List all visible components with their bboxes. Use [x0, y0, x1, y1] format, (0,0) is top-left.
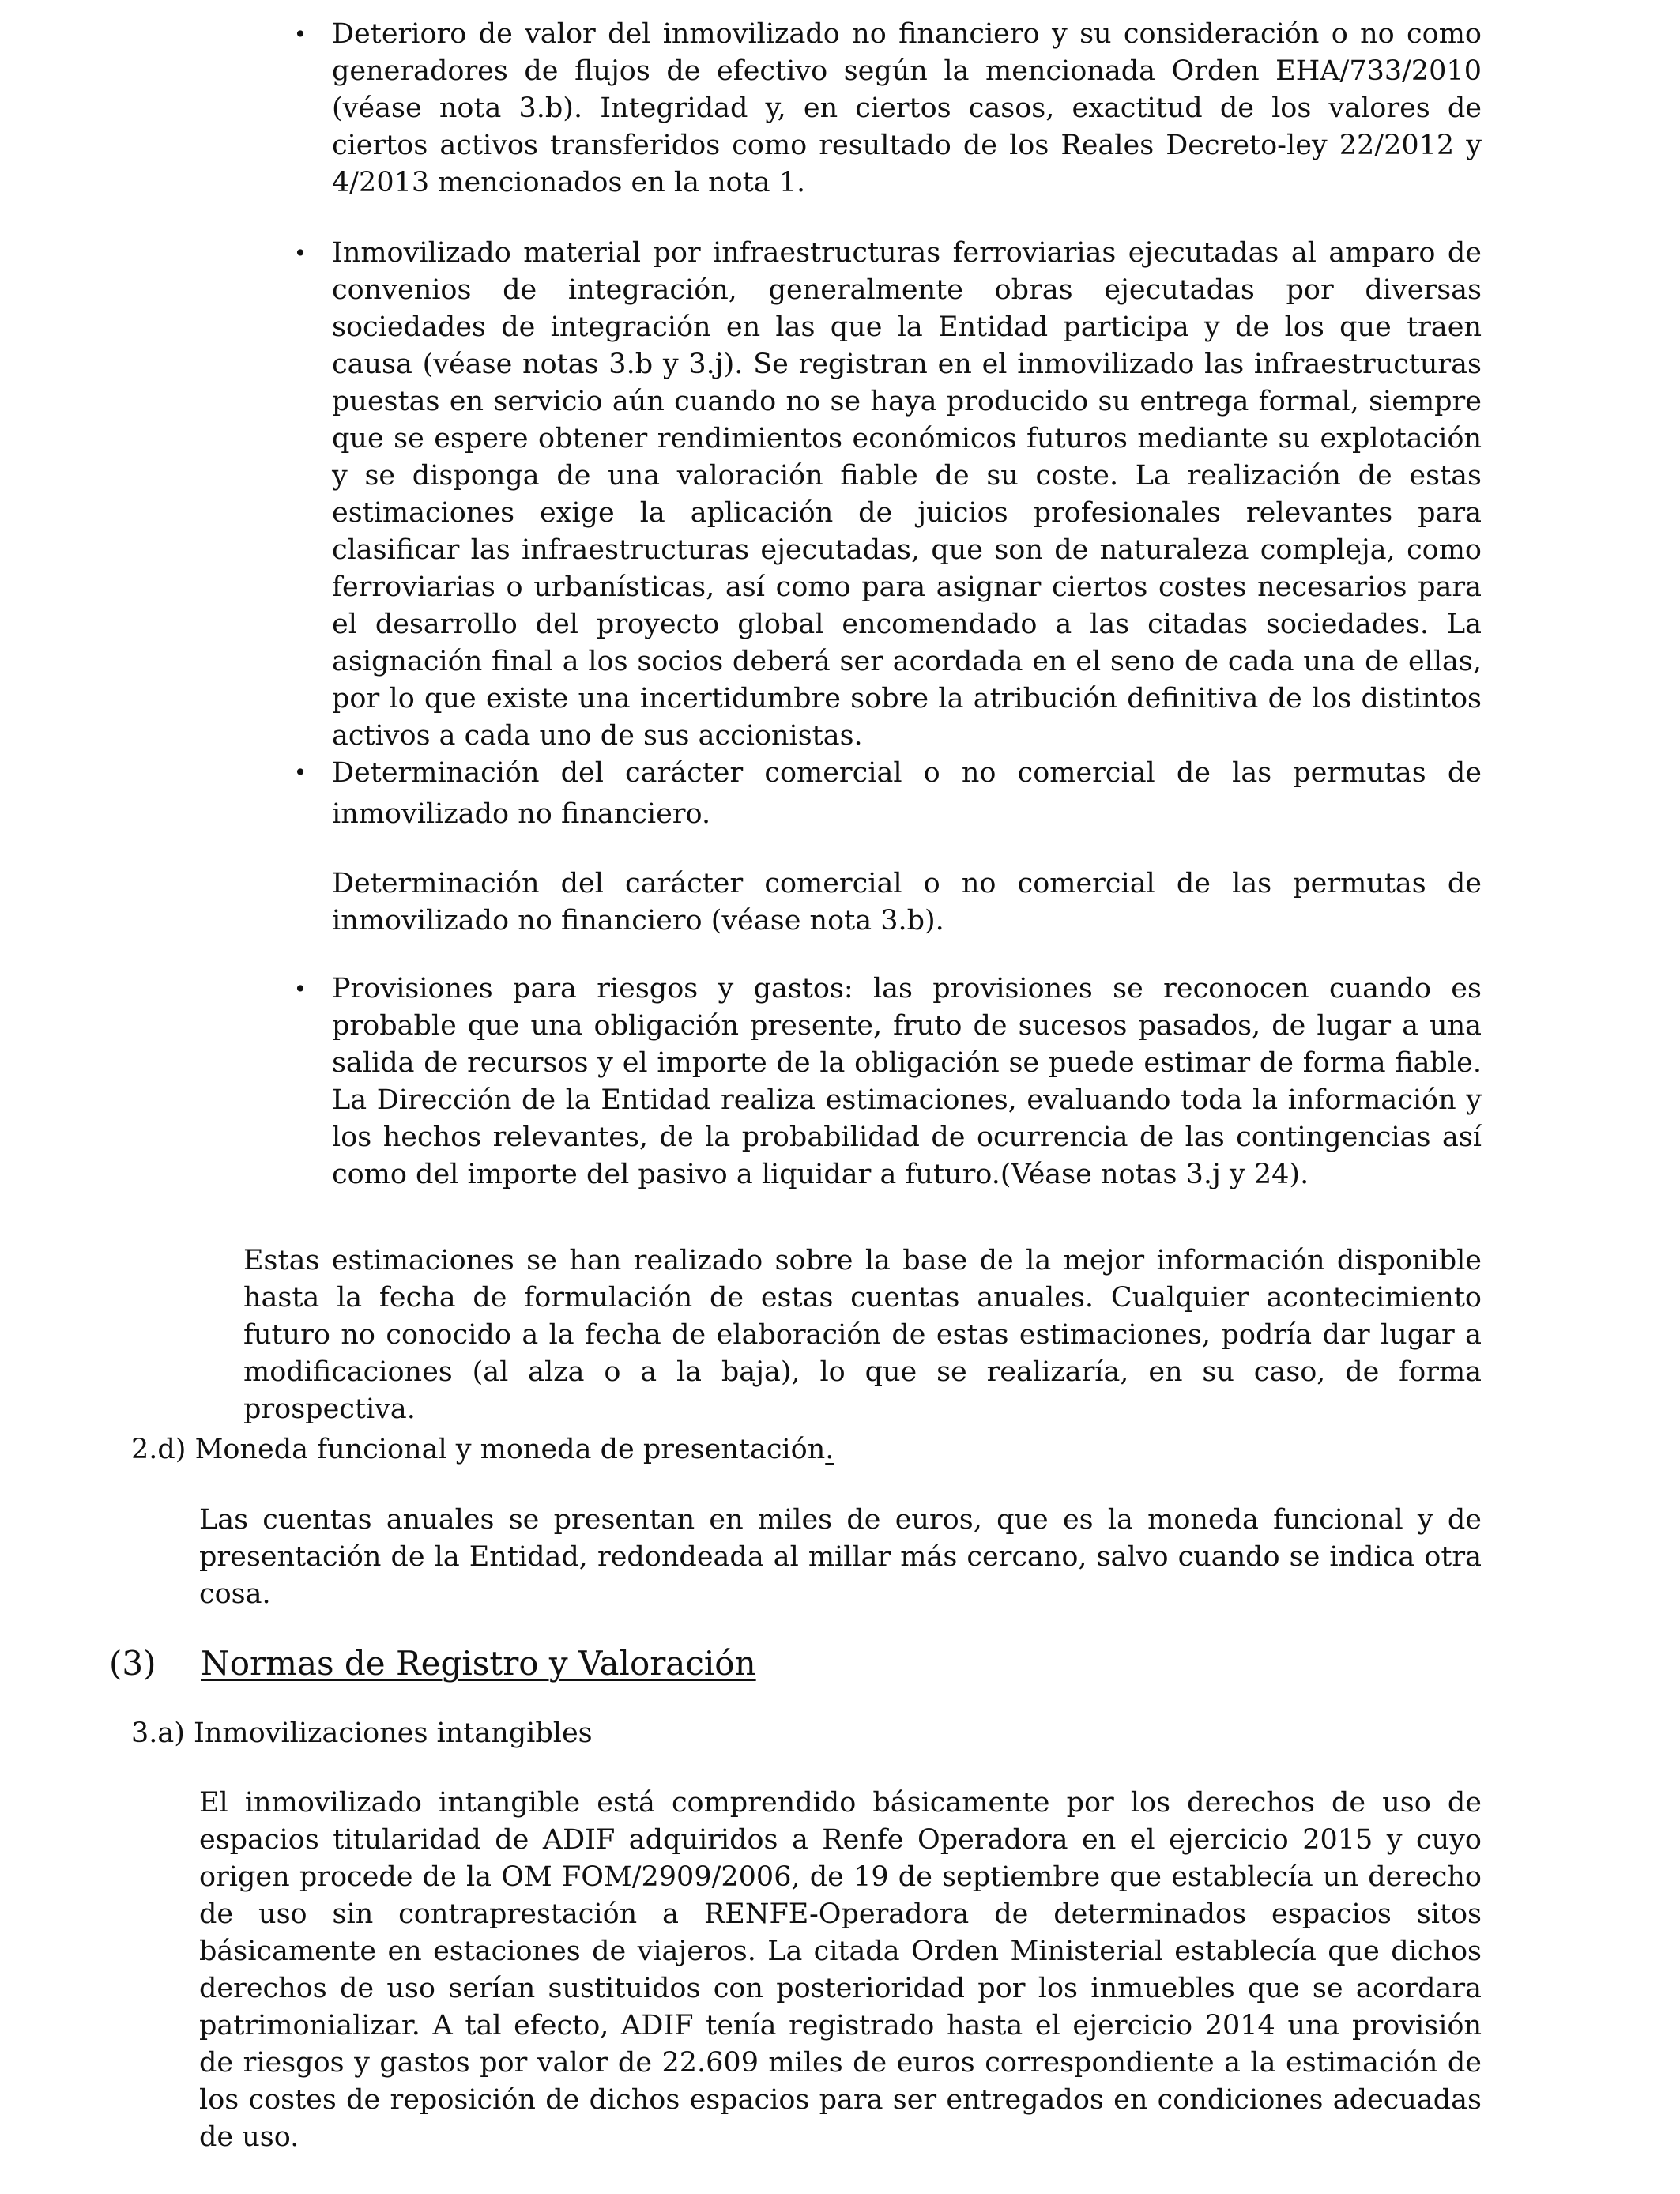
bullet-marker: • [293, 21, 307, 47]
bullet-marker: • [293, 760, 307, 786]
section-3-number: (3) [109, 1644, 156, 1683]
bullet-item [293, 235, 1482, 755]
section-2d-heading-text: 2.d) Moneda funcional y moneda de presentación [131, 1434, 826, 1465]
bullet-marker: • [293, 240, 307, 266]
section-2d-heading [131, 1431, 834, 1468]
bullet-marker: • [293, 976, 307, 1002]
section-3a-body: El inmovilizado intangible está comprendido básicamente por los derechos de uso de espacios titularidad de ADIF adquiridos a Renfe Operadora en el ejercicio 2015 y cuyo origen procede de la OM FOM/2909/2006, de 19 de septiembre que establecía un derecho de uso sin contraprestación a RENFE-Operadora de determinados espacios sitos básicamente en estaciones de viajeros. La citada Orden Ministerial establecía que dichos derechos de uso serían sustituidos con posterioridad por los inmuebles que se acordara patrimonializar. A tal efecto, ADIF tenía registrado hasta el ejercicio 2014 una provisión de riesgos y gastos por valor de 22.609 miles de euros correspondiente a la estimación de los costes de reposición de dichos espacios para ser entregados en condiciones adecuadas de uso. [199, 1787, 1482, 2153]
bullet-item [293, 16, 1482, 202]
section-3a-heading: 3.a) Inmovilizaciones intangibles [131, 1717, 593, 1749]
bullet-text: Deterioro de valor del inmovilizado no financiero y su consideración o no como generadores de flujos de efectivo según la mencionada Orden EHA/733/2010 (véase nota 3.b). Integridad y, en ciertos casos, exactitud de los valores de ciertos activos transferidos como resultado de los Reales Decreto-ley 22/2012 y 4/2013 mencionados en la nota 1. [332, 18, 1482, 198]
bullet-continuation [332, 865, 1482, 940]
bullet-item [293, 752, 1482, 835]
section-3-heading [109, 1642, 756, 1686]
section-2d-body: Las cuentas anuales se presentan en miles de euros, que es la moneda funcional y de presentación de la Entidad, redondeada al millar más cercano, salvo cuando se indica otra cosa. [199, 1504, 1482, 1610]
estimates-paragraph: Estas estimaciones se han realizado sobre la base de la mejor información disponible hasta la fecha de formulación de estas cuentas anuales. Cualquier acontecimiento futuro no conocido a la fecha de elaboración de estas estimaciones, podría dar lugar a modificaciones (al alza o a la baja), lo que se realizaría, en su caso, de forma prospectiva. [243, 1245, 1482, 1425]
bullet-text: Provisiones para riesgos y gastos: las provisiones se reconocen cuando es probable que una obligación presente, fruto de sucesos pasados, de lugar a una salida de recursos y el importe de la obligación se puede estimar de forma fiable. La Dirección de la Entidad realiza estimaciones, evaluando toda la información y los hechos relevantes, de la probabilidad de ocurrencia de las contingencias así como del importe del pasivo a liquidar a futuro.(Véase notas 3.j y 24). [332, 973, 1482, 1190]
section-2d-heading-period: . [825, 1434, 834, 1465]
bullet-continuation-text: Determinación del carácter comercial o no comercial de las permutas de inmovilizado no financiero (véase nota 3.b). [332, 868, 1482, 937]
bullet-text: Inmovilizado material por infraestructuras ferroviarias ejecutadas al amparo de convenios de integración, generalmente obras ejecutadas por diversas sociedades de integración en las que la Entidad participa y de los que traen causa (véase notas 3.b y 3.j). Se registran en el inmovilizado las infraestructuras puestas en servicio aún cuando no se haya producido su entrega formal, siempre que se espere obtener rendimientos económicos futuros mediante su explotación y se disponga de una valoración fiable de su coste. La realización de estas estimaciones exige la aplicación de juicios profesionales relevantes para clasificar las infraestructuras ejecutadas, que son de naturaleza compleja, como ferroviarias o urbanísticas, así como para asignar ciertos costes necesarios para el desarrollo del proyecto global encomendado a las citadas sociedades. La asignación final a los socios deberá ser acordada en el seno de cada una de ellas, por lo que existe una incertidumbre sobre la atribución definitiva de los distintos activos a cada uno de sus accionistas. [332, 237, 1482, 752]
bullet-text: Determinación del carácter comercial o no comercial de las permutas de inmovilizado no financiero. [332, 757, 1482, 830]
section-3-title: Normas de Registro y Valoración [201, 1644, 756, 1683]
bullet-item [293, 971, 1482, 1193]
